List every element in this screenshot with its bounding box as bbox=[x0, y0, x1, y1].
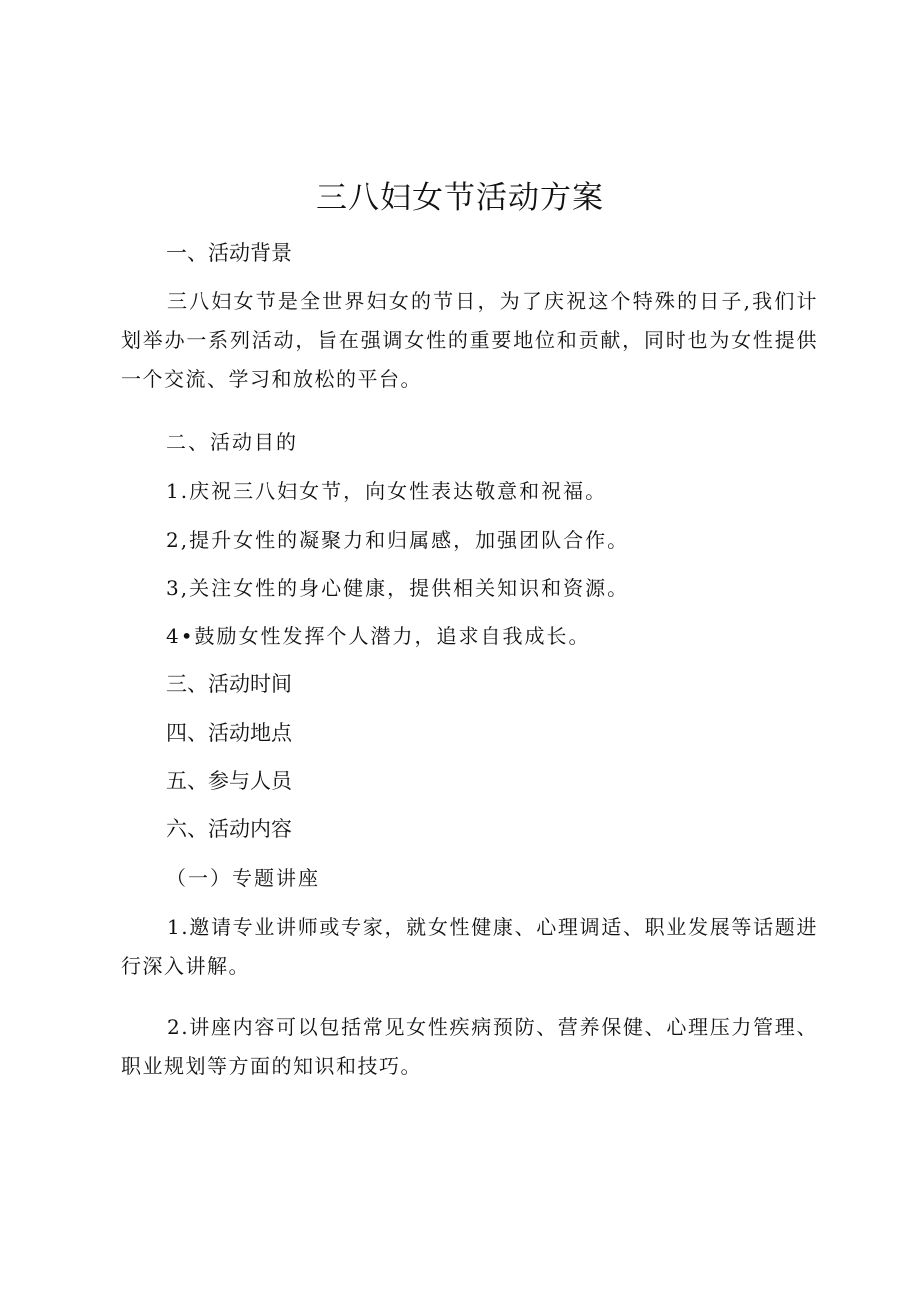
section-heading-location: 四、活动地点 bbox=[166, 721, 292, 745]
section-heading-purpose: 二、活动目的 bbox=[166, 430, 298, 454]
section-heading-participants: 五、参与人员 bbox=[166, 769, 292, 793]
section-heading-content: 六、活动内容 bbox=[166, 817, 292, 841]
section-heading-background: 一、活动背景 bbox=[166, 241, 292, 265]
purpose-item-3: 3,关注女性的身心健康，提供相关知识和资源。 bbox=[166, 576, 630, 600]
subsection-heading-lecture: （一）专题讲座 bbox=[166, 866, 320, 890]
purpose-item-2: 2,提升女性的凝聚力和归属感，加强团队合作。 bbox=[166, 528, 630, 552]
purpose-item-1: 1.庆祝三八妇女节，向女性表达敬意和祝福。 bbox=[166, 479, 608, 503]
document-title: 三八妇女节活动方案 bbox=[316, 180, 604, 216]
purpose-item-4: 4•鼓励女性发挥个人潜力，追求自我成长。 bbox=[166, 624, 591, 648]
lecture-item-2: 2.讲座内容可以包括常见女性疾病预防、营养保健、心理压力管理、职业规划等方面的知识和技巧。 bbox=[121, 1015, 818, 1078]
section-heading-time: 三、活动时间 bbox=[166, 672, 292, 696]
background-paragraph: 三八妇女节是全世界妇女的节日，为了庆祝这个特殊的日子,我们计划举办一系列活动，旨在强调女性的重要地位和贡献，同时也为女性提供一个交流、学习和放松的平台。 bbox=[121, 289, 818, 391]
lecture-item-1: 1.邀请专业讲师或专家，就女性健康、心理调适、职业发展等话题进行深入讲解。 bbox=[121, 915, 818, 978]
